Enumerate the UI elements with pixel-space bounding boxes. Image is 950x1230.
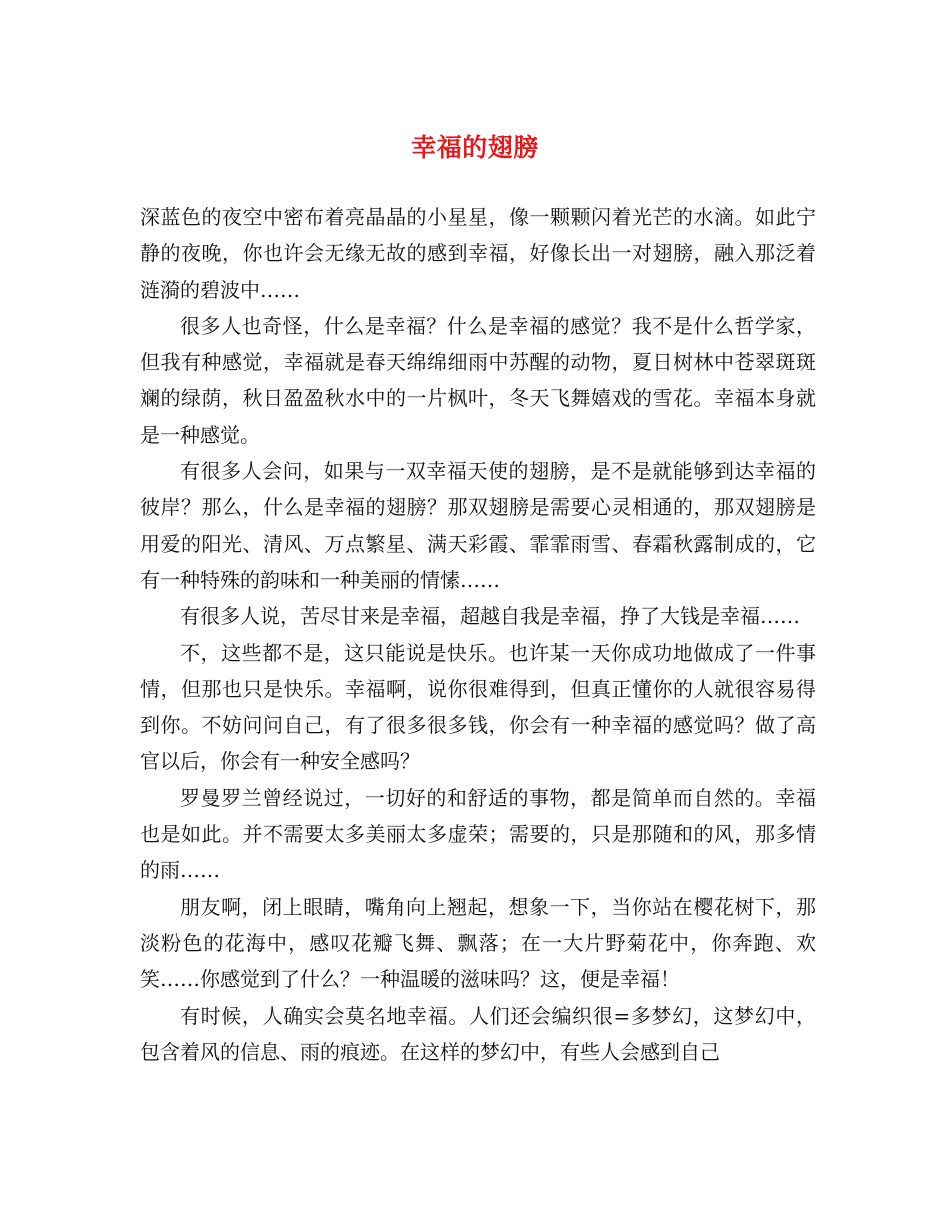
article-body [140,199,816,1070]
paragraph-2: 很多人也奇怪，什么是幸福？什么是幸福的感觉？我不是什么哲学家，但我有种感觉，幸福就是春天绵绵细雨中苏醒的动物，夏日树林中苍翠斑斑斓的绿荫，秋日盈盈秋水中的一片枫叶，冬天飞舞嬉戏的雪花。幸福本身就是一种感觉。 [140,313,816,447]
paragraph-7: 朋友啊，闭上眼睛，嘴角向上翘起，想象一下，当你站在樱花树下，那淡粉色的花海中，感叹花瓣飞舞、飘落；在一大片野菊花中，你奔跑、欢笑……你感觉到了什么？一种温暖的滋味吗？这，便是幸福！ [140,894,816,992]
paragraph-8: 有时候，人确实会莫名地幸福。人们还会编织很=多梦幻，这梦幻中，包含着风的信息、雨的痕迹。在这样的梦幻中，有些人会感到自己 [140,1003,816,1064]
paragraph-5: 不，这些都不是，这只能说是快乐。也许某一天你成功地做成了一件事情，但那也只是快乐。幸福啊，说你很难得到，但真正懂你的人就很容易得到你。不妨问问自己，有了很多很多钱，你会有一种幸福的感觉吗？做了高官以后，你会有一种安全感吗？ [140,640,816,774]
paragraph-6: 罗曼罗兰曾经说过，一切好的和舒适的事物，都是简单而自然的。幸福也是如此。并不需要太多美丽太多虚荣；需要的，只是那随和的风，那多情的雨…… [140,785,816,883]
paragraph-4: 有很多人说，苦尽甘来是幸福，超越自我是幸福，挣了大钱是幸福…… [180,604,800,629]
paragraph-3: 有很多人会问，如果与一双幸福天使的翅膀，是不是就能够到达幸福的彼岸？那么，什么是幸福的翅膀？那双翅膀是需要心灵相通的，那双翅膀是用爱的阳光、清风、万点繁星、满天彩霞、霏霏雨雪、春霜秋露制成的，它有一种特殊的韵味和一种美丽的情愫…… [140,459,816,592]
page-title: 幸福的翅膀 [411,133,539,162]
paragraph-1: 深蓝色的夜空中密布着亮晶晶的小星星，像一颗颗闪着光芒的水滴。如此宁静的夜晚，你也许会无缘无故的感到幸福，好像长出一对翅膀，融入那泛着涟漪的碧波中…… [140,205,816,302]
